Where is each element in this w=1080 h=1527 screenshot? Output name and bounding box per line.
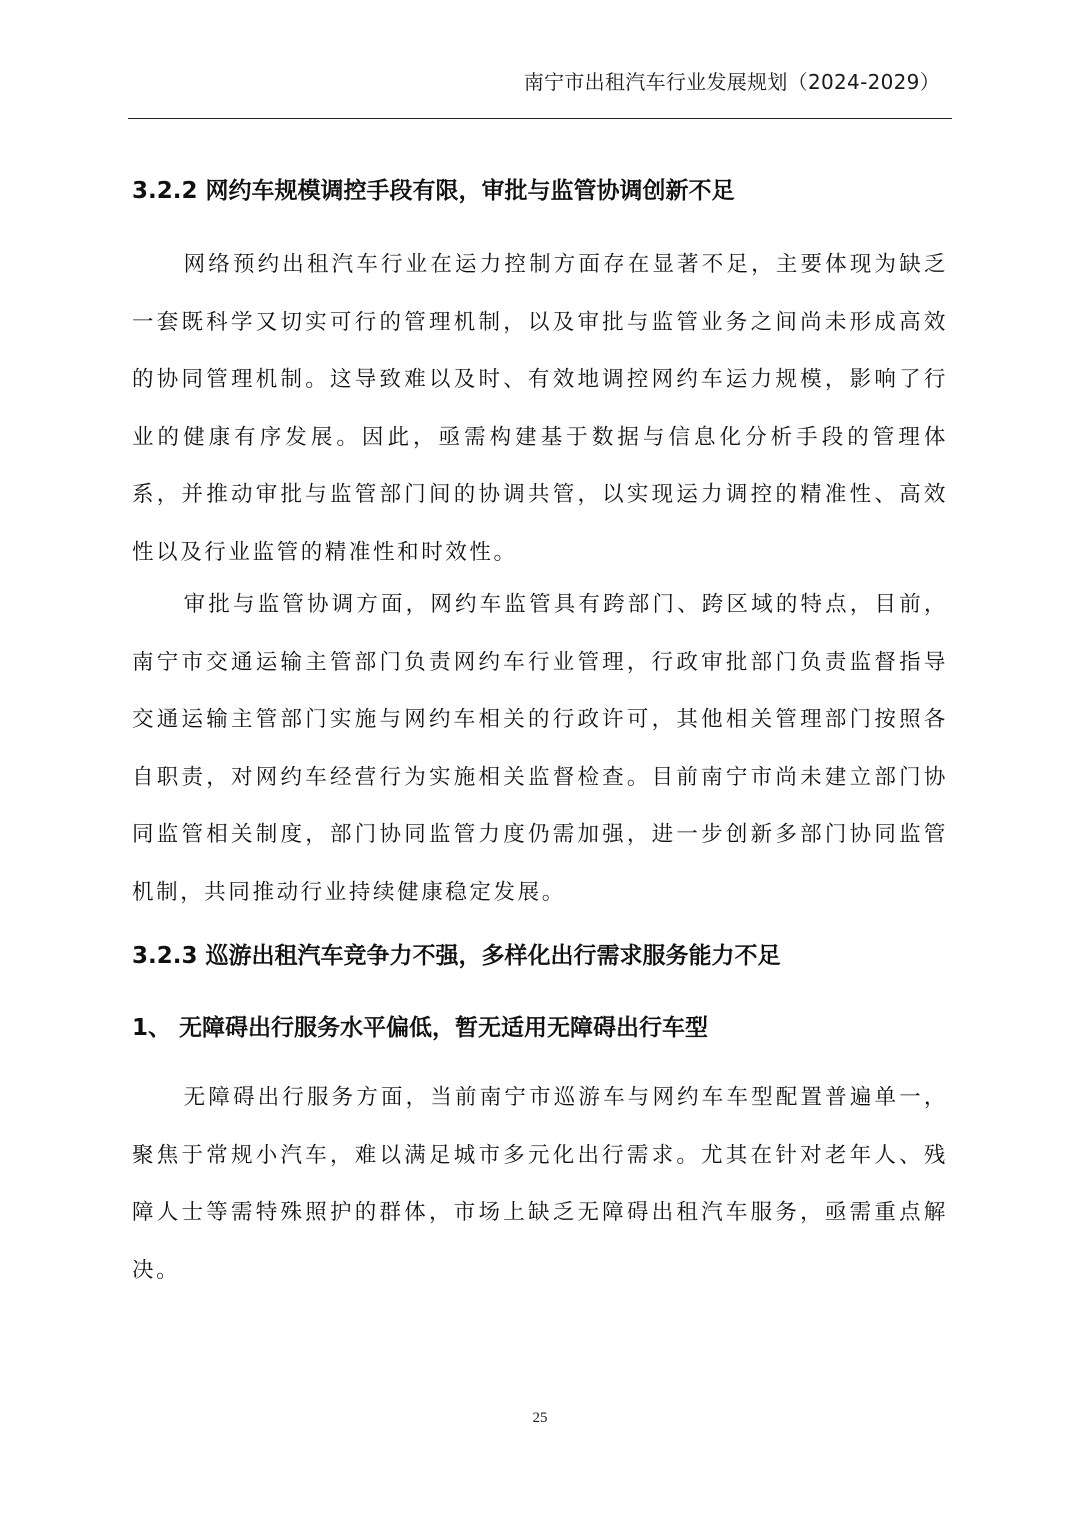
paragraph-capacity-control: 网络预约出租汽车行业在运力控制方面存在显著不足，主要体现为缺乏一套既科学又切实可行的管理机制，以及审批与监管业务之间尚未形成高效的协同管理机制。这导致难以及时、有效地调控网约车运力规模，影响了行业的健康有序发展。因此，亟需构建基于数据与信息化分析手段的管理体系，并推动审批与监管部门间的协调共管，以实现运力调控的精准性、高效性以及行业监管的精准性和时效性。 — [132, 252, 948, 565]
document-header-title: 南宁市出租汽车行业发展规划（2024-2029） — [523, 70, 940, 94]
section-heading-3-2-3: 3.2.3 巡游出租汽车竞争力不强，多样化出行需求服务能力不足 — [132, 943, 781, 969]
section-heading-3-2-2: 3.2.2 网约车规模调控手段有限，审批与监管协调创新不足 — [132, 178, 735, 204]
subsection-heading-accessibility: 1、 无障碍出行服务水平偏低，暂无适用无障碍出行车型 — [132, 1015, 709, 1041]
page-number: 25 — [532, 1410, 548, 1426]
paragraph-approval-supervision: 审批与监管协调方面，网约车监管具有跨部门、跨区域的特点，目前，南宁市交通运输主管部门负责网约车行业管理，行政审批部门负责监督指导交通运输主管部门实施与网约车相关的行政许可，其他相关管理部门按照各自职责，对网约车经营行为实施相关监督检查。目前南宁市尚未建立部门协同监管相关制度，部门协同监管力度仍需加强，进一步创新多部门协同监管机制，共同推动行业持续健康稳定发展。 — [132, 592, 948, 905]
header-divider — [128, 118, 952, 119]
paragraph-accessible-travel: 无障碍出行服务方面，当前南宁市巡游车与网约车车型配置普遍单一，聚焦于常规小汽车，难以满足城市多元化出行需求。尤其在针对老年人、残障人士等需特殊照护的群体，市场上缺乏无障碍出租汽车服务，亟需重点解决。 — [132, 1085, 948, 1283]
